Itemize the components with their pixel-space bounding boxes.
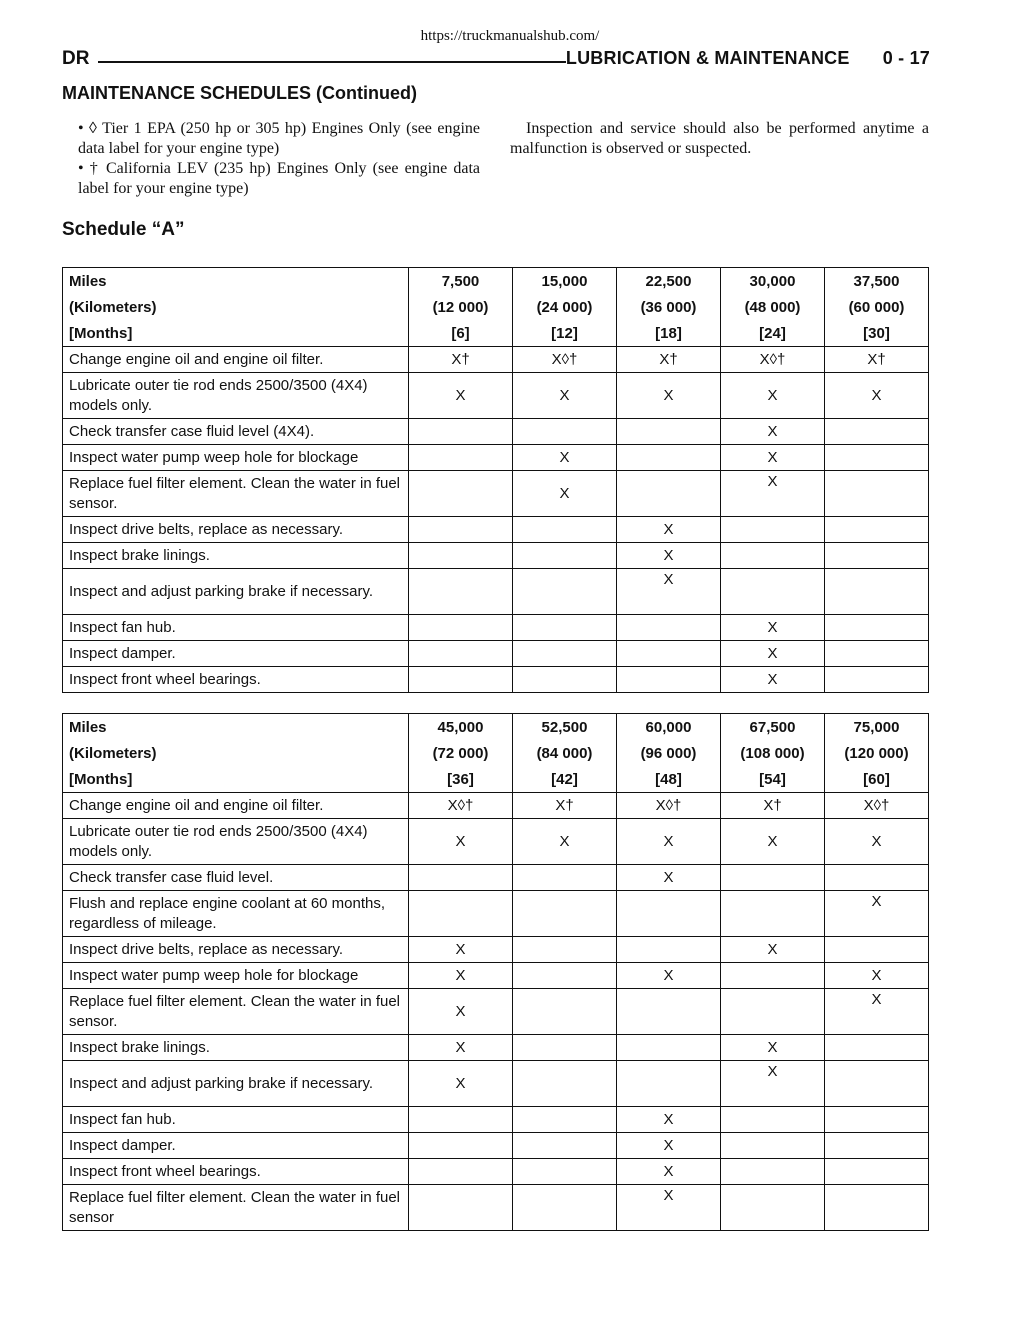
table-row <box>63 445 929 471</box>
interval-mark <box>513 963 617 989</box>
bullet-tier1: • ◊ Tier 1 EPA (250 hp or 305 hp) Engines Only (see engine data label for your engine type) <box>78 120 480 157</box>
header-value: 15,000 <box>513 268 617 295</box>
interval-mark <box>513 543 617 569</box>
inspection-note: Inspection and service should also be performed anytime a malfunction is observed or suspected. <box>510 120 929 157</box>
header-value: [18] <box>617 320 721 347</box>
interval-mark: X <box>825 963 929 989</box>
interval-mark <box>513 1185 617 1231</box>
interval-mark <box>825 1061 929 1107</box>
table-row <box>63 1133 929 1159</box>
service-item: Inspect water pump weep hole for blockage <box>63 963 409 989</box>
header-value: 75,000 <box>825 714 929 741</box>
service-item: Replace fuel filter element. Clean the water in fuel sensor. <box>63 989 409 1035</box>
header-label: [Months] <box>63 766 409 793</box>
table-row <box>63 891 929 937</box>
interval-mark: X <box>721 471 825 517</box>
interval-mark <box>721 543 825 569</box>
interval-mark <box>617 615 721 641</box>
service-item: Replace fuel filter element. Clean the water in fuel sensor <box>63 1185 409 1231</box>
interval-mark <box>513 1133 617 1159</box>
header-label: (Kilometers) <box>63 740 409 766</box>
header-row-km <box>63 740 929 766</box>
table-row <box>63 819 929 865</box>
interval-mark <box>825 641 929 667</box>
interval-mark <box>617 1035 721 1061</box>
interval-mark <box>825 1159 929 1185</box>
service-item: Replace fuel filter element. Clean the water in fuel sensor. <box>63 471 409 517</box>
interval-mark <box>513 569 617 615</box>
interval-mark <box>825 667 929 693</box>
interval-mark <box>409 615 513 641</box>
service-item: Inspect and adjust parking brake if necessary. <box>63 569 409 615</box>
interval-mark <box>409 1185 513 1231</box>
interval-mark: X <box>409 937 513 963</box>
header-model: DR <box>62 48 90 69</box>
service-item: Inspect damper. <box>63 641 409 667</box>
interval-mark <box>513 891 617 937</box>
table-row <box>63 373 929 419</box>
table-row <box>63 1061 929 1107</box>
table-row <box>63 419 929 445</box>
interval-mark <box>409 569 513 615</box>
service-item: Inspect water pump weep hole for blockage <box>63 445 409 471</box>
interval-mark: X <box>409 1035 513 1061</box>
interval-mark <box>409 1159 513 1185</box>
interval-mark <box>825 569 929 615</box>
interval-mark <box>409 891 513 937</box>
interval-mark <box>513 641 617 667</box>
service-item: Inspect front wheel bearings. <box>63 1159 409 1185</box>
interval-mark: X <box>409 819 513 865</box>
header-value: 22,500 <box>617 268 721 295</box>
interval-mark <box>617 471 721 517</box>
interval-mark <box>825 615 929 641</box>
header-value: 60,000 <box>617 714 721 741</box>
interval-mark: X <box>617 517 721 543</box>
interval-mark: X† <box>721 793 825 819</box>
table-row <box>63 615 929 641</box>
interval-mark <box>409 543 513 569</box>
header-value: (84 000) <box>513 740 617 766</box>
interval-mark: X <box>617 543 721 569</box>
header-value: (96 000) <box>617 740 721 766</box>
service-item: Inspect front wheel bearings. <box>63 667 409 693</box>
header-value: (72 000) <box>409 740 513 766</box>
interval-mark <box>409 667 513 693</box>
interval-mark: X <box>617 1133 721 1159</box>
header-rule <box>98 61 566 63</box>
interval-mark <box>409 445 513 471</box>
interval-mark <box>721 569 825 615</box>
header-value: 37,500 <box>825 268 929 295</box>
interval-mark <box>825 445 929 471</box>
table-row <box>63 543 929 569</box>
interval-mark: X <box>825 819 929 865</box>
interval-mark <box>409 1107 513 1133</box>
table-row <box>63 1035 929 1061</box>
interval-mark: X <box>617 819 721 865</box>
header-label: (Kilometers) <box>63 294 409 320</box>
table-row <box>63 471 929 517</box>
interval-mark: X <box>721 819 825 865</box>
interval-mark: X <box>617 1107 721 1133</box>
legend-bullets <box>62 119 480 199</box>
interval-mark <box>617 445 721 471</box>
interval-mark <box>825 1035 929 1061</box>
header-value: [24] <box>721 320 825 347</box>
interval-mark: X <box>617 865 721 891</box>
interval-mark: X◊† <box>721 347 825 373</box>
interval-mark: X <box>825 373 929 419</box>
interval-mark: X <box>513 471 617 517</box>
interval-mark <box>825 543 929 569</box>
table-row <box>63 937 929 963</box>
interval-mark <box>513 937 617 963</box>
header-row-km <box>63 294 929 320</box>
header-label: Miles <box>63 714 409 741</box>
interval-mark: X <box>617 1185 721 1231</box>
interval-mark <box>513 419 617 445</box>
interval-mark: X <box>409 963 513 989</box>
interval-mark <box>721 1159 825 1185</box>
table-row <box>63 1185 929 1231</box>
interval-mark <box>617 667 721 693</box>
interval-mark <box>513 1035 617 1061</box>
table-row <box>63 347 929 373</box>
table-row <box>63 667 929 693</box>
service-item: Lubricate outer tie rod ends 2500/3500 (4X4) models only. <box>63 373 409 419</box>
interval-mark <box>825 865 929 891</box>
interval-mark: X◊† <box>513 347 617 373</box>
table-row <box>63 641 929 667</box>
interval-mark <box>409 865 513 891</box>
page-number: 0 - 17 <box>882 48 930 68</box>
service-item: Change engine oil and engine oil filter. <box>63 347 409 373</box>
table-row <box>63 989 929 1035</box>
interval-mark <box>721 891 825 937</box>
interval-mark: X† <box>513 793 617 819</box>
service-item: Inspect brake linings. <box>63 543 409 569</box>
header-value: [54] <box>721 766 825 793</box>
interval-mark <box>409 471 513 517</box>
interval-mark <box>617 641 721 667</box>
interval-mark <box>825 1107 929 1133</box>
interval-mark: X <box>409 1061 513 1107</box>
table-row <box>63 963 929 989</box>
service-item: Inspect damper. <box>63 1133 409 1159</box>
interval-mark <box>617 937 721 963</box>
interval-mark: X◊† <box>825 793 929 819</box>
header-value: (36 000) <box>617 294 721 320</box>
interval-mark: X <box>721 937 825 963</box>
interval-mark: X <box>617 1159 721 1185</box>
interval-mark <box>721 865 825 891</box>
interval-mark <box>825 517 929 543</box>
interval-mark: X† <box>617 347 721 373</box>
header-value: (120 000) <box>825 740 929 766</box>
interval-mark: X◊† <box>409 793 513 819</box>
header-value: (24 000) <box>513 294 617 320</box>
header-row-miles <box>63 714 929 741</box>
table-row <box>63 517 929 543</box>
interval-mark: X <box>409 989 513 1035</box>
interval-mark: X <box>721 419 825 445</box>
service-item: Flush and replace engine coolant at 60 months, regardless of mileage. <box>63 891 409 937</box>
header-value: [30] <box>825 320 929 347</box>
interval-mark <box>513 1107 617 1133</box>
interval-mark: X <box>617 569 721 615</box>
header-label: [Months] <box>63 320 409 347</box>
header-row-months <box>63 766 929 793</box>
header-value: (48 000) <box>721 294 825 320</box>
service-item: Inspect and adjust parking brake if necessary. <box>63 1061 409 1107</box>
header-section: LUBRICATION & MAINTENANCE <box>565 48 850 68</box>
interval-mark <box>617 1061 721 1107</box>
interval-mark <box>721 1185 825 1231</box>
table-row <box>63 793 929 819</box>
service-item: Inspect drive belts, replace as necessary. <box>63 937 409 963</box>
table-row <box>63 865 929 891</box>
interval-mark: X <box>513 445 617 471</box>
interval-mark <box>721 989 825 1035</box>
header-value: [12] <box>513 320 617 347</box>
interval-mark: X <box>721 615 825 641</box>
header-label: Miles <box>63 268 409 295</box>
header-row-miles <box>63 268 929 295</box>
interval-mark <box>409 419 513 445</box>
source-url: https://truckmanualshub.com/ <box>420 28 600 44</box>
interval-mark <box>825 419 929 445</box>
interval-mark <box>617 891 721 937</box>
section-title: MAINTENANCE SCHEDULES (Continued) <box>62 83 417 103</box>
interval-mark: X <box>513 373 617 419</box>
interval-mark <box>513 1159 617 1185</box>
interval-mark <box>409 1133 513 1159</box>
interval-mark <box>409 517 513 543</box>
service-item: Change engine oil and engine oil filter. <box>63 793 409 819</box>
interval-mark: X <box>721 445 825 471</box>
interval-mark <box>513 667 617 693</box>
interval-mark: X <box>513 819 617 865</box>
interval-mark: X <box>825 891 929 937</box>
interval-mark: X◊† <box>617 793 721 819</box>
interval-mark <box>721 1107 825 1133</box>
interval-mark: X <box>617 963 721 989</box>
header-value: 52,500 <box>513 714 617 741</box>
interval-mark <box>513 615 617 641</box>
table-row <box>63 1159 929 1185</box>
interval-mark <box>617 989 721 1035</box>
schedule-title: Schedule “A” <box>62 219 185 240</box>
schedule-table-2 <box>62 713 929 1231</box>
service-item: Lubricate outer tie rod ends 2500/3500 (4X4) models only. <box>63 819 409 865</box>
interval-mark <box>409 641 513 667</box>
interval-mark: X <box>721 1035 825 1061</box>
header-value: [42] <box>513 766 617 793</box>
interval-mark <box>825 937 929 963</box>
interval-mark: X <box>721 373 825 419</box>
schedule-table-1 <box>62 267 929 693</box>
interval-mark <box>513 989 617 1035</box>
interval-mark <box>721 517 825 543</box>
running-header <box>566 48 930 69</box>
interval-mark <box>825 1133 929 1159</box>
table-row <box>63 1107 929 1133</box>
service-item: Inspect fan hub. <box>63 615 409 641</box>
interval-mark: X <box>721 667 825 693</box>
header-value: (12 000) <box>409 294 513 320</box>
header-row-months <box>63 320 929 347</box>
interval-mark <box>513 517 617 543</box>
interval-mark <box>721 963 825 989</box>
interval-mark: X <box>721 1061 825 1107</box>
bullet-california: • † California LEV (235 hp) Engines Only (see engine data label for your engine type) <box>78 160 480 197</box>
table-row <box>63 569 929 615</box>
header-value: (60 000) <box>825 294 929 320</box>
header-value: [48] <box>617 766 721 793</box>
header-value: 30,000 <box>721 268 825 295</box>
service-item: Inspect drive belts, replace as necessary. <box>63 517 409 543</box>
interval-mark: X† <box>409 347 513 373</box>
interval-mark: X <box>409 373 513 419</box>
service-item: Check transfer case fluid level (4X4). <box>63 419 409 445</box>
interval-mark <box>617 419 721 445</box>
header-value: 7,500 <box>409 268 513 295</box>
header-value: [6] <box>409 320 513 347</box>
interval-mark: X <box>721 641 825 667</box>
interval-mark <box>513 865 617 891</box>
interval-mark <box>721 1133 825 1159</box>
interval-mark: X <box>617 373 721 419</box>
header-value: (108 000) <box>721 740 825 766</box>
service-item: Inspect fan hub. <box>63 1107 409 1133</box>
service-item: Check transfer case fluid level. <box>63 865 409 891</box>
header-value: 45,000 <box>409 714 513 741</box>
header-value: [36] <box>409 766 513 793</box>
interval-mark <box>825 471 929 517</box>
interval-mark: X <box>825 989 929 1035</box>
interval-mark: X† <box>825 347 929 373</box>
header-value: 67,500 <box>721 714 825 741</box>
interval-mark <box>513 1061 617 1107</box>
interval-mark <box>825 1185 929 1231</box>
service-item: Inspect brake linings. <box>63 1035 409 1061</box>
header-value: [60] <box>825 766 929 793</box>
